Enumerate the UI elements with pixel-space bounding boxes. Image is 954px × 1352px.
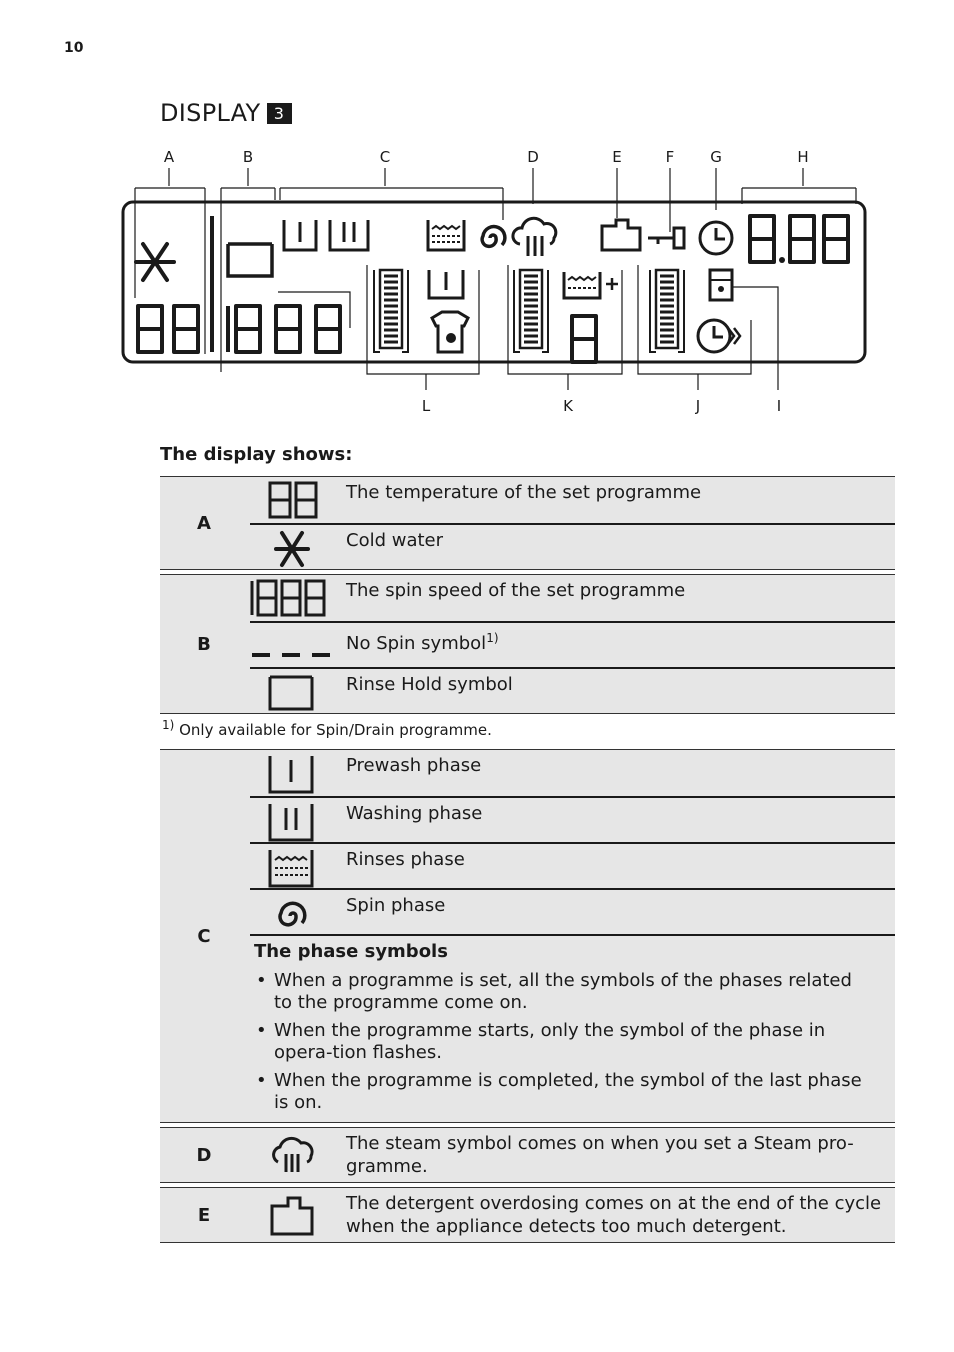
section-title	[160, 99, 292, 127]
note-bullet: • When the programme starts, only the symbol of the phase in opera-tion flashes.	[254, 1020, 875, 1064]
row-text: Rinses phase	[346, 849, 465, 870]
row-prewash	[250, 750, 895, 796]
group-c	[160, 750, 895, 1123]
row-text: The detergent overdosing comes on at the end of the cycle when the appliance detects too much detergent.	[346, 1193, 882, 1237]
row-text: Prewash phase	[346, 755, 482, 776]
row-cold-water	[250, 523, 895, 569]
diagram-label-l: L	[421, 397, 431, 415]
row-text: The temperature of the set programme	[346, 482, 702, 503]
display-diagram	[118, 140, 874, 420]
footnote-mark: 1)	[162, 718, 175, 732]
diagram-label-j: J	[695, 397, 701, 415]
row-washing	[250, 796, 895, 842]
phase-symbols-note	[250, 934, 895, 1122]
page-number: 10	[64, 40, 84, 56]
footnote-marker: 1)	[486, 631, 499, 645]
group-letter-b: B	[197, 633, 211, 655]
group-letter-d: D	[196, 1144, 212, 1166]
row-text	[346, 627, 883, 655]
row-rinses	[250, 842, 895, 888]
row-spin	[250, 888, 895, 934]
row-text: Rinse Hold symbol	[346, 674, 513, 695]
group-letter-c: C	[197, 925, 211, 947]
group-a	[160, 476, 895, 570]
spin-speed-digits-icon	[250, 577, 332, 619]
no-spin-dashes-icon	[250, 625, 332, 667]
display-symbol-table	[160, 476, 895, 1243]
section-number-badge: 3	[267, 103, 292, 124]
no-spin-label: No Spin symbol	[346, 633, 487, 654]
group-d	[160, 1127, 895, 1183]
note-list	[254, 970, 875, 1114]
row-text: Washing phase	[346, 803, 483, 824]
diagram-label-f: F	[665, 148, 675, 166]
diagram-label-d: D	[527, 148, 539, 166]
row-spin-speed	[250, 575, 895, 621]
prewash-tub-icon	[250, 752, 332, 794]
diagram-label-c: C	[379, 148, 391, 166]
row-temperature	[250, 477, 895, 523]
rinse-hold-icon	[250, 671, 332, 713]
row-text: The steam symbol comes on when you set a Steam pro-gramme.	[346, 1133, 854, 1177]
row-text: The spin speed of the set programme	[346, 580, 686, 601]
group-b	[160, 574, 895, 714]
two-digit-temperature-icon	[250, 479, 332, 521]
diagram-label-h: H	[797, 148, 809, 166]
group-letter-a: A	[197, 512, 211, 534]
rinses-tub-icon	[250, 846, 332, 888]
row-detergent	[250, 1188, 895, 1242]
footnote	[160, 714, 895, 750]
note-bullet: • When a programme is set, all the symbols of the phases related to the programme come on.	[254, 970, 875, 1014]
display-caption: The display shows:	[160, 444, 353, 465]
steam-cloud-icon	[250, 1134, 332, 1176]
group-letter-e: E	[197, 1204, 211, 1226]
diagram-label-k: K	[563, 397, 573, 415]
row-text: Spin phase	[346, 895, 446, 916]
note-bullet: • When the programme is completed, the symbol of the last phase is on.	[254, 1070, 875, 1114]
detergent-overdose-icon	[250, 1194, 332, 1236]
diagram-label-b: B	[242, 148, 254, 166]
diagram-label-e: E	[612, 148, 622, 166]
diagram-label-g: G	[710, 148, 722, 166]
spin-spiral-icon	[250, 892, 332, 934]
cold-water-asterisk-icon	[250, 527, 332, 569]
row-steam	[250, 1128, 895, 1182]
diagram-label-a: A	[163, 148, 175, 166]
washing-tub-icon	[250, 800, 332, 842]
row-text: Cold water	[346, 530, 444, 551]
row-no-spin	[250, 621, 895, 667]
note-title: The phase symbols	[254, 941, 448, 962]
footnote-text: Only available for Spin/Drain programme.	[179, 721, 492, 739]
section-title-text: DISPLAY	[160, 99, 261, 127]
diagram-label-i: I	[776, 397, 782, 415]
row-rinse-hold	[250, 667, 895, 713]
group-e	[160, 1187, 895, 1243]
